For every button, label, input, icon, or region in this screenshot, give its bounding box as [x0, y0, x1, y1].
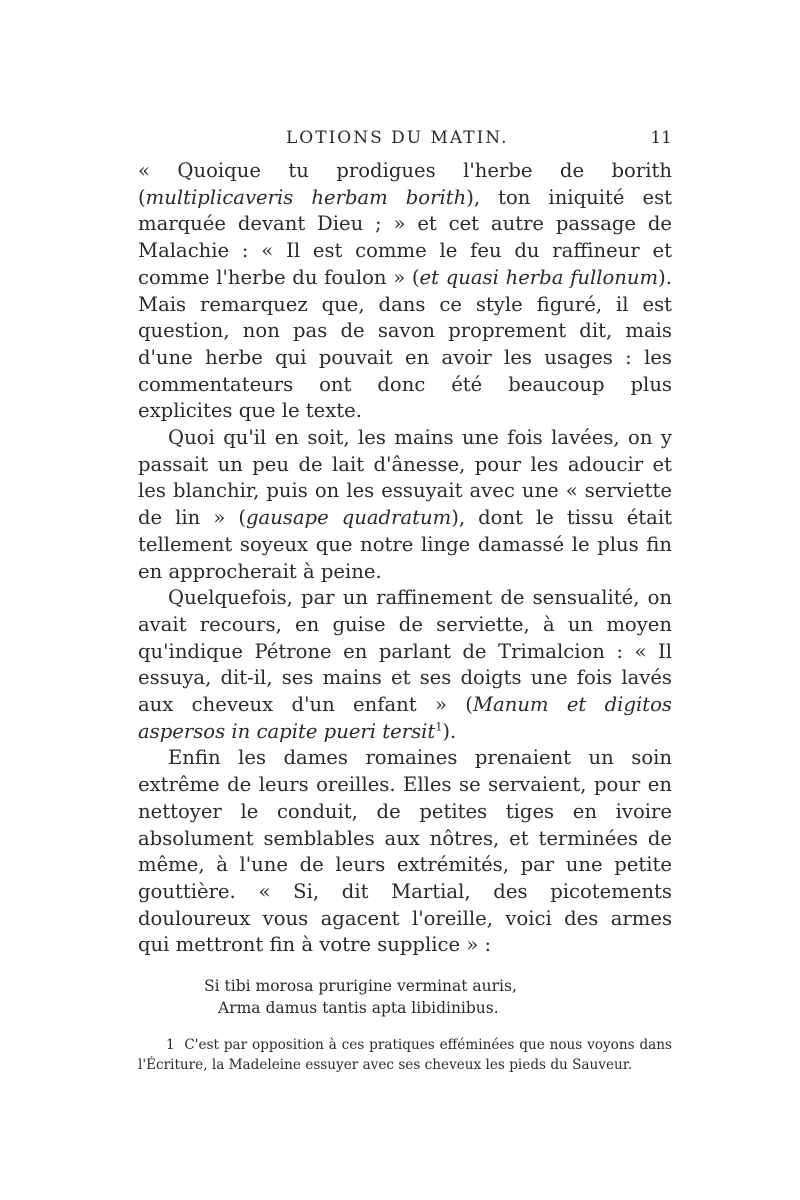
verse-quotation	[204, 975, 672, 1019]
footnote-reference: 1	[435, 720, 443, 734]
paragraph-4: Enfin les dames romaines prenaient un soin extrême de leurs oreilles. Elles se servaient, pour en nettoyer le conduit, de petites tiges en ivoire absolument semblables aux nôtres, et terminées de même, à l'une de leurs extrémités, par une petite gouttière. « Si, dit Martial, des picotements douloureux vous agacent l'oreille, voici des armes qui mettront fin à votre supplice » :	[138, 746, 672, 957]
chapter-title: LOTIONS DU MATIN.	[286, 128, 509, 148]
footnote	[138, 1035, 672, 1075]
paragraph-2: Quoi qu'il en soit, les mains une fois lavées, on y passait un peu de lait d'ânesse, pour les adoucir et les blanchir, puis on les essuyait avec une « serviette de lin » (gausape quadratum), dont le tissu était tellement soyeux que notre linge damassé le plus fin en approcherait à peine.	[138, 426, 672, 583]
latin-quote: gausape quadratum	[245, 506, 452, 530]
paragraph-1: « Quoique tu prodigues l'herbe de borith (multiplicaveris herbam borith), ton iniquité est marquée devant Dieu ; » et cet autre passage de Malachie : « Il est comme le feu du raffineur et comme l'herbe du foulon » (et quasi herba fullonum). Mais remarquez que, dans ce style figuré, il est question, non pas de savon proprement dit, mais d'une herbe qui pouvait en avoir les usages : les commentateurs ont donc été beaucoup plus explicites que le texte.	[138, 159, 673, 423]
verse-line-2: Arma damus tantis apta libidinibus.	[218, 999, 499, 1018]
footnote-text: C'est par opposition à ces pratiques efféminées que nous voyons dans l'Écriture, la Madeleine essuyer avec ses cheveux les pieds du Sauveur.	[138, 1037, 672, 1074]
latin-quote: multiplicaveris herbam borith	[145, 185, 467, 209]
running-head	[138, 128, 672, 158]
latin-quote: et quasi herba fullonum	[419, 265, 659, 289]
latin-quote: Manum et digitos aspersos in capite pueri tersit	[138, 693, 672, 743]
verse-line-1: Si tibi morosa prurigine verminat auris,	[204, 977, 517, 996]
footnote-marker: 1	[166, 1037, 175, 1054]
paragraph-3: Quelquefois, par un raffinement de sensualité, on avait recours, en guise de serviette, à un moyen qu'indique Pétrone en parlant de Trimalcion : « Il essuya, dit-il, ses mains et ses doigts une fois lavés aux cheveux d'un enfant » (Manum et digitos aspersos in capite pueri tersit$^1$).	[138, 586, 672, 743]
page-number: 11	[650, 128, 672, 148]
book-page	[138, 128, 672, 1075]
body-text	[138, 158, 672, 959]
